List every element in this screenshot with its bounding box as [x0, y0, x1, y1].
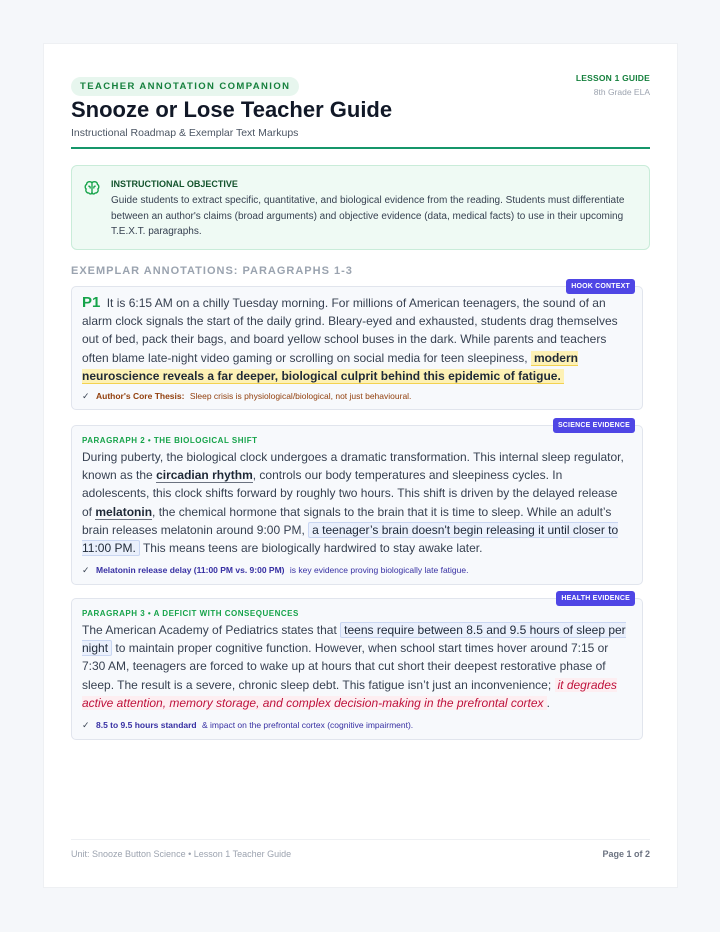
grade-label: 8th Grade ELA: [593, 87, 650, 97]
evidence-note: [82, 720, 632, 731]
page-subtitle: Instructional Roadmap & Exemplar Text Markups: [71, 127, 299, 139]
note-text: is key evidence proving biologically late fatigue.: [289, 565, 469, 575]
note-label: 8.5 to 9.5 hours standard: [96, 720, 197, 730]
page-number: [602, 849, 650, 859]
section-heading: EXEMPLAR ANNOTATIONS: PARAGRAPHS 1-3: [71, 265, 353, 277]
check-icon: ✓: [82, 391, 90, 401]
page-title: Snooze or Lose Teacher Guide: [71, 97, 393, 122]
key-term: melatonin: [95, 504, 153, 519]
note-text: & impact on the prefrontal cortex (cognitive impairment).: [202, 720, 414, 730]
annotation-card-p1: [71, 283, 643, 410]
paragraph-marker: P1: [82, 294, 101, 311]
objective-heading: INSTRUCTIONAL OBJECTIVE: [111, 179, 238, 189]
brain-icon: [83, 179, 101, 197]
paragraph-text: to maintain proper cognitive function. However, when school start times hover around 7:15 or 7:30 AM, teenagers are forced to wake up at hours that cut short their deepest restorative phase of sleep. The result is a severe, chronic sleep debt. This fatigue isn’t just an inconvenience;: [82, 641, 609, 692]
paragraph-2-text: [82, 448, 630, 557]
footer-unit: Unit: Snooze Button Science • Lesson 1 Teacher Guide: [71, 849, 292, 859]
paragraph-text: During puberty, the biological clock undergoes a dramatic transformation. This internal sleep regulator, known as the: [82, 450, 624, 483]
page-number-text: Page 1 of 2: [602, 849, 650, 859]
paragraph-text: .: [546, 695, 550, 710]
note-text: Sleep crisis is physiological/biological, not just behavioural.: [189, 391, 412, 401]
lesson-label: LESSON 1 GUIDE: [575, 73, 650, 83]
paragraph-text: , controls our body temperatures and sleepiness cycles. In adolescents, this clock shifts forward by roughly two hours. This shift is driven by the delayed release of: [82, 468, 618, 519]
annotation-card-p3: [71, 595, 643, 740]
annotation-card-p2: [71, 422, 643, 585]
header-divider: [71, 147, 650, 149]
note-label: Author's Core Thesis:: [96, 391, 185, 401]
note-label: Melatonin release delay (11:00 PM vs. 9:00 PM): [96, 565, 285, 575]
evidence-highlight: a teenager’s brain doesn't begin releasing it until closer to 11:00 PM.: [82, 522, 619, 556]
paragraph-text: It is 6:15 AM on a chilly Tuesday morning. For millions of American teenagers, the sound of an alarm clock signals the start of the daily grind. Bleary-eyed and exhausted, students drag themselves out of bed, pack their bags, and board yellow school buses in the dark. While parents and teachers often blame late-night video gaming or scrolling on social media for teen sleepiness,: [82, 296, 618, 365]
footer-divider: [71, 839, 650, 840]
objective-body: Guide students to extract specific, quantitative, and biological evidence from the reading. Students must differentiate between an author's claims (broad arguments) and objective evidence (data, medical facts) to use in their upcoming T.E.X.T. paragraphs.: [111, 195, 625, 237]
paragraph-text: , the chemical hormone that signals to the brain that it is time to sleep. While an adult’s brain releases melatonin around 9:00 PM,: [82, 504, 612, 537]
evidence-highlight: teens require between 8.5 and 9.5 hours of sleep per night: [82, 623, 626, 656]
thesis-highlight: modern neuroscience reveals a far deeper, biological culprit behind this epidemic of fatigue.: [82, 350, 578, 383]
paragraph-3-text: [82, 621, 630, 712]
hook-context-tag: HOOK CONTEXT: [566, 279, 635, 294]
lesson-info: [576, 73, 650, 97]
key-term: circadian rhythm: [156, 468, 253, 483]
consequence-highlight: it degrades active attention, memory storage, and complex decision-making in the prefrontal cortex: [82, 677, 617, 710]
evidence-note: [82, 565, 632, 576]
paragraph-kicker: PARAGRAPH 3 • A DEFICIT WITH CONSEQUENCES: [82, 609, 299, 618]
companion-badge: TEACHER ANNOTATION COMPANION: [71, 77, 299, 96]
paragraph-kicker: PARAGRAPH 2 • THE BIOLOGICAL SHIFT: [82, 436, 258, 445]
document-page: [43, 43, 678, 888]
paragraph-1-text: [82, 294, 630, 385]
check-icon: ✓: [82, 565, 90, 575]
paragraph-text: The American Academy of Pediatrics states that: [82, 623, 337, 637]
science-evidence-tag: SCIENCE EVIDENCE: [553, 418, 635, 433]
paragraph-text: This means teens are biologically hardwired to stay awake later.: [142, 541, 483, 556]
thesis-note: [82, 391, 632, 402]
check-icon: ✓: [82, 720, 90, 730]
health-evidence-tag: HEALTH EVIDENCE: [556, 591, 635, 606]
objective-box: [71, 165, 650, 250]
